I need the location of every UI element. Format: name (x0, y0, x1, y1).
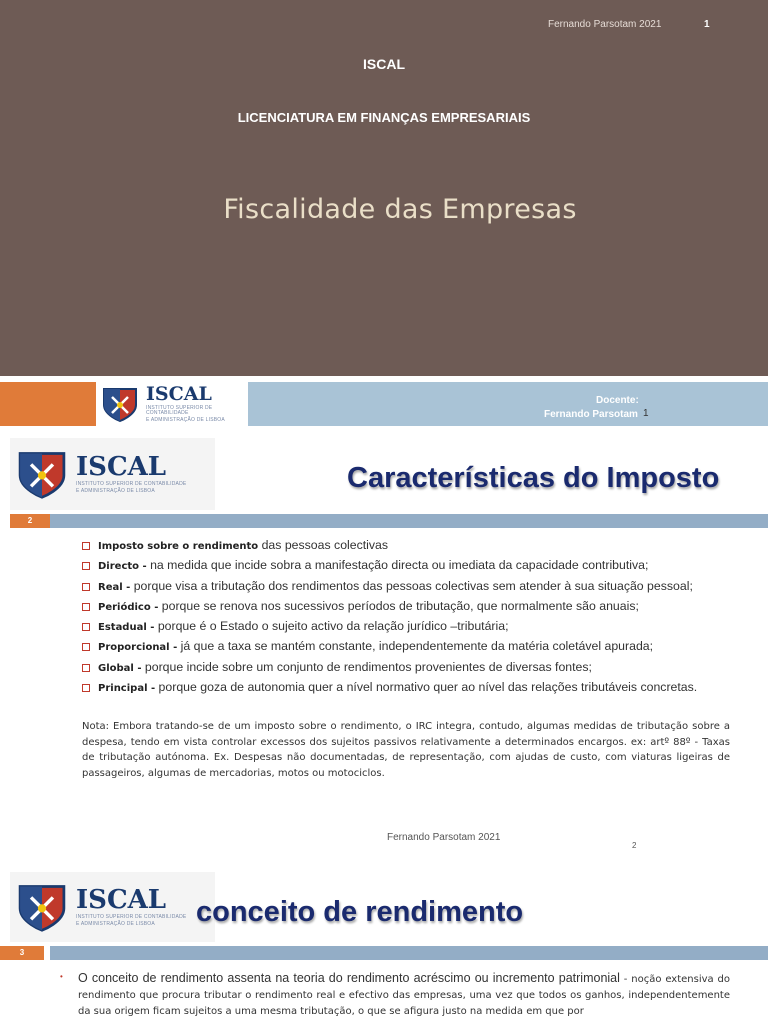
bullet-text: já que a taxa se mantém constante, independentemente da matéria coletável apurada; (177, 639, 654, 654)
bullet-term: Estadual - (98, 622, 155, 634)
docente-label: Docente: (596, 395, 639, 406)
slide2-footer: Fernando Parsotam 2021 (387, 832, 501, 843)
slide-author-year: Fernando Parsotam 2021 (548, 19, 662, 30)
slide3-accent-bar (50, 946, 768, 960)
presentation-title: Fiscalidade das Empresas (223, 194, 577, 225)
slide3-title: conceito de rendimento (196, 896, 524, 928)
paragraph-rest: - noção extensiva do rendimento que procura tributar o rendimento real e efectivo das empresas, uma vez que todos os ganhos, independentemente da sua origem ficam sujeitos a uma mesma tributação, o que se afigura justo na medida em que por (78, 974, 730, 1017)
docente-name: Fernando Parsotam (544, 409, 638, 420)
list-item (82, 660, 752, 680)
slide3-number-tab: 3 (0, 946, 44, 960)
logo-name: ISCAL (76, 885, 167, 915)
square-bullet-icon (82, 562, 90, 570)
bullet-text: porque incide sobre um conjunto de rendimentos provenientes de diversas fontes; (141, 659, 592, 674)
bullet-term: Imposto sobre o rendimento (98, 541, 259, 552)
logo-subtitle-line1: INSTITUTO SUPERIOR DE CONTABILIDADE (76, 914, 187, 920)
slide2-title: Características do Imposto (347, 462, 720, 494)
nota-paragraph: Nota: Embora tratando-se de um imposto sobre o rendimento, o IRC integra, contudo, algumas medidas de tributação sobre a despesa, tendo em vista controlar excessos dos sujeitos passivos relativamente a determinados encargos. ex: artº 88º - Taxas de tributação autónoma. Ex. Despesas não documentadas, de representação, com ajudas de custo, com viaturas ligeiras de passageiros, algumas de mercadorias, motos ou motociclos. (82, 721, 730, 779)
bullet-text: porque goza de autonomia quer a nível normativo quer ao nível das relações tributáveis concretas. (155, 680, 698, 695)
list-item (82, 639, 752, 659)
logo-name: ISCAL (76, 452, 167, 482)
rendimento-paragraph (78, 970, 730, 1020)
logo-subtitle-line2: E ADMINISTRAÇÃO DE LISBOA (76, 488, 155, 494)
band-iscal-logo (98, 382, 248, 426)
list-item (82, 538, 752, 558)
square-bullet-icon (82, 583, 90, 591)
bullet-term: Real - (98, 581, 131, 593)
logo-subtitle-line2: E ADMINISTRAÇÃO DE LISBOA (76, 921, 155, 927)
iscal-shield-icon (14, 881, 70, 933)
bullet-text: porque é o Estado o sujeito activo da relação jurídico –tributária; (154, 619, 509, 634)
slide-number: 1 (704, 19, 710, 30)
band-blue-block (248, 382, 768, 426)
bullet-term: Directo - (98, 561, 147, 573)
list-item (82, 579, 752, 599)
list-item (82, 680, 752, 700)
slide2-iscal-logo (10, 438, 215, 510)
iscal-shield-icon (100, 385, 140, 423)
characteristics-list (82, 538, 752, 700)
iscal-shield-icon (14, 448, 70, 500)
title-slide (0, 0, 768, 376)
band-orange-block (0, 382, 96, 426)
bullet-term: Periódico - (98, 601, 159, 613)
bullet-term: Proporcional - (98, 642, 178, 654)
list-item (82, 558, 752, 578)
bullet-term: Global - (98, 662, 142, 674)
slide2-accent-bar (50, 514, 768, 528)
round-bullet-icon: • (60, 972, 63, 981)
square-bullet-icon (82, 623, 90, 631)
bullet-text: na medida que incide sobra a manifestação directa ou imediata da capacidade contributiva; (146, 558, 649, 573)
paragraph-lead: O conceito de rendimento assenta na teoria do rendimento acréscimo ou incremento patrimonial (78, 971, 620, 985)
logo-name: ISCAL (146, 383, 212, 405)
list-item (82, 599, 752, 619)
logo-subtitle-line2: E ADMINISTRAÇÃO DE LISBOA (146, 417, 225, 423)
square-bullet-icon (82, 603, 90, 611)
logo-subtitle-line1: INSTITUTO SUPERIOR DE CONTABILIDADE (146, 405, 213, 416)
logo-subtitle-line1: INSTITUTO SUPERIOR DE CONTABILIDADE (76, 481, 187, 487)
slide3-iscal-logo (10, 872, 215, 942)
bullet-text: das pessoas colectivas (258, 538, 389, 552)
slide2-number-tab: 2 (10, 514, 50, 528)
list-item (82, 619, 752, 639)
bullet-term: Principal - (98, 683, 156, 695)
slide2-page-number: 2 (632, 841, 637, 850)
bullet-text: porque se renova nos sucessivos períodos de tributação, que normalmente são anuais; (158, 598, 639, 613)
square-bullet-icon (82, 684, 90, 692)
institution-name: ISCAL (363, 56, 405, 72)
docente-slide-mark: 1 (643, 408, 649, 419)
course-name: LICENCIATURA EM FINANÇAS EMPRESARIAIS (237, 110, 531, 125)
square-bullet-icon (82, 664, 90, 672)
square-bullet-icon (82, 643, 90, 651)
square-bullet-icon (82, 542, 90, 550)
bullet-text: porque visa a tributação dos rendimentos das pessoas colectivas sem atender à sua situação pessoal; (130, 578, 693, 593)
